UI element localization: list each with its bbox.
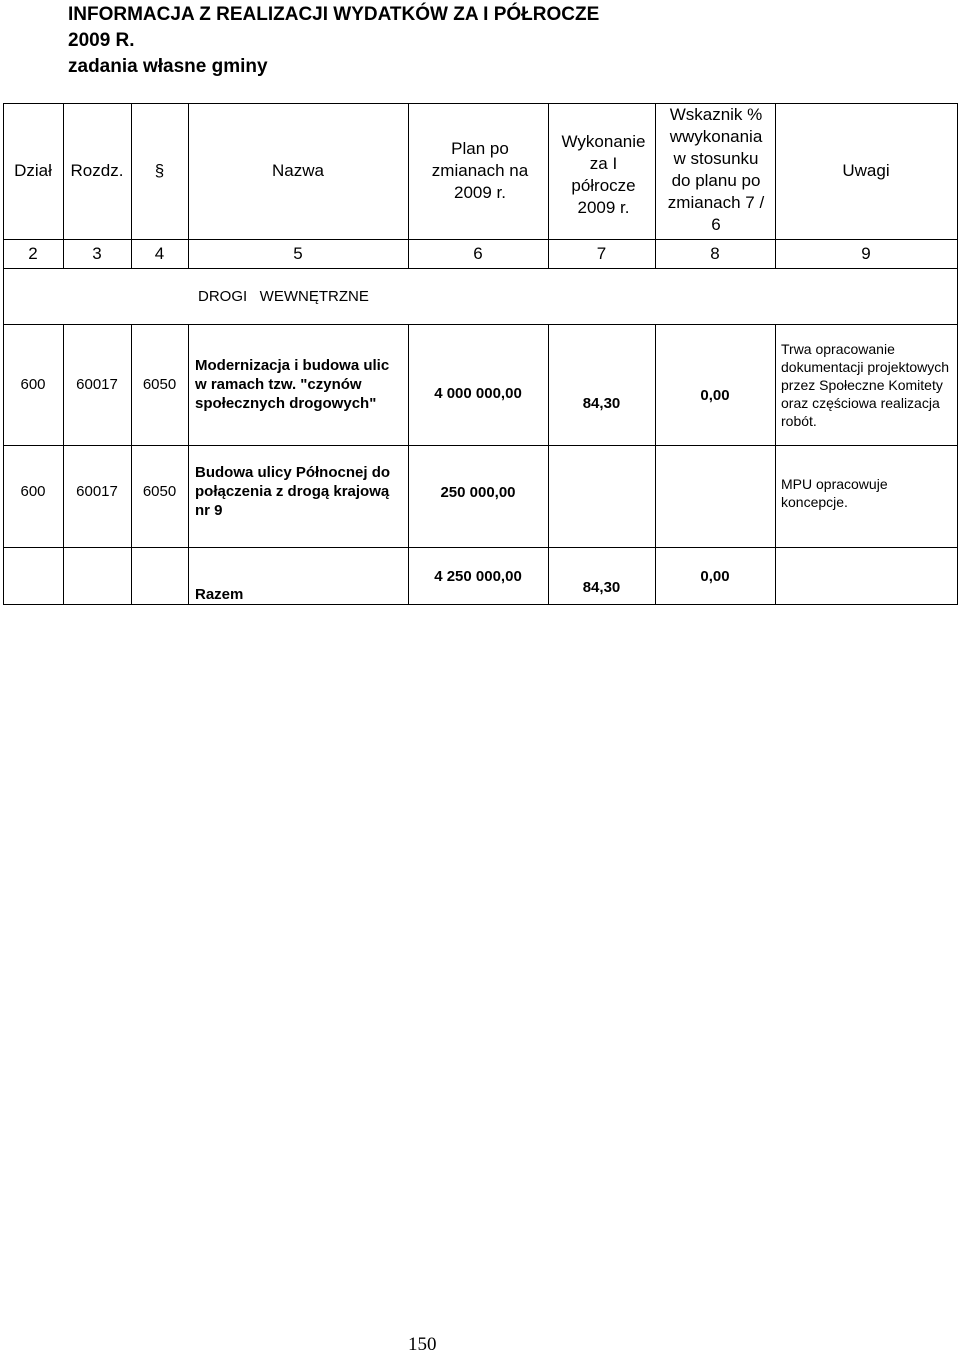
column-number: 9 [861, 243, 871, 263]
header-wykonanie: Wykonanie za I półrocze 2009 r. [561, 132, 646, 217]
header-wskaznik: Wskaznik % wwykonania w stosunku do planu po zmianach 7 / 6 [667, 105, 765, 234]
cell-paragraf: 6050 [142, 376, 177, 393]
cell-rozdz: 60017 [76, 483, 118, 500]
cell-plan: 4 000 000,00 [434, 385, 522, 402]
cell-nazwa: Budowa ulicy Północnej do połączenia z drogą krajową nr 9 [195, 463, 391, 519]
total-wykonanie: 84,30 [582, 578, 621, 596]
document-title-line1: INFORMACJA Z REALIZACJI WYDATKÓW ZA I PÓŁROCZE [68, 4, 600, 25]
document-subtitle: zadania własne gminy [68, 56, 268, 77]
header-rozdz: Rozdz. [70, 161, 124, 180]
column-number: 8 [710, 243, 720, 263]
header-uwagi: Uwagi [842, 161, 890, 180]
cell-uwagi: MPU opracowuje koncepcje. [781, 476, 888, 510]
header-plan: Plan po zmianach na 2009 r. [431, 139, 529, 202]
column-number: 4 [154, 243, 165, 263]
cell-plan: 250 000,00 [440, 483, 516, 501]
cell-dzial: 600 [20, 376, 46, 393]
column-number: 3 [92, 243, 102, 263]
column-number: 7 [596, 243, 607, 263]
column-number: 2 [28, 243, 38, 263]
header-dzial: Dział [14, 161, 52, 180]
total-plan: 4 250 000,00 [434, 567, 522, 585]
cell-dzial: 600 [20, 483, 46, 500]
cell-wykonanie [548, 481, 655, 503]
cell-uwagi: Trwa opracowanie dokumentacji projektowych przez Społeczne Komitety oraz częściowa realizacja robót. [781, 340, 950, 429]
cell-rozdz: 60017 [76, 376, 118, 393]
section-label: DROGI WEWNĘTRZNE [198, 287, 369, 305]
cell-wykonanie: 84,30 [582, 394, 621, 412]
total-wskaznik: 0,00 [700, 567, 730, 585]
header-nazwa: Nazwa [272, 161, 324, 180]
cell-nazwa: Modernizacja i budowa ulic w ramach tzw. "czynów społecznych drogowych" [195, 357, 390, 412]
column-number: 5 [293, 243, 303, 263]
document-title-line2: 2009 R. [68, 30, 135, 51]
column-number: 6 [473, 243, 483, 263]
cell-paragraf: 6050 [142, 483, 177, 500]
page-number: 150 [408, 1334, 437, 1355]
header-paragraf: § [154, 161, 165, 180]
cell-wskaznik: 0,00 [700, 386, 730, 404]
cell-wskaznik [655, 481, 775, 503]
total-label: Razem [195, 585, 244, 603]
